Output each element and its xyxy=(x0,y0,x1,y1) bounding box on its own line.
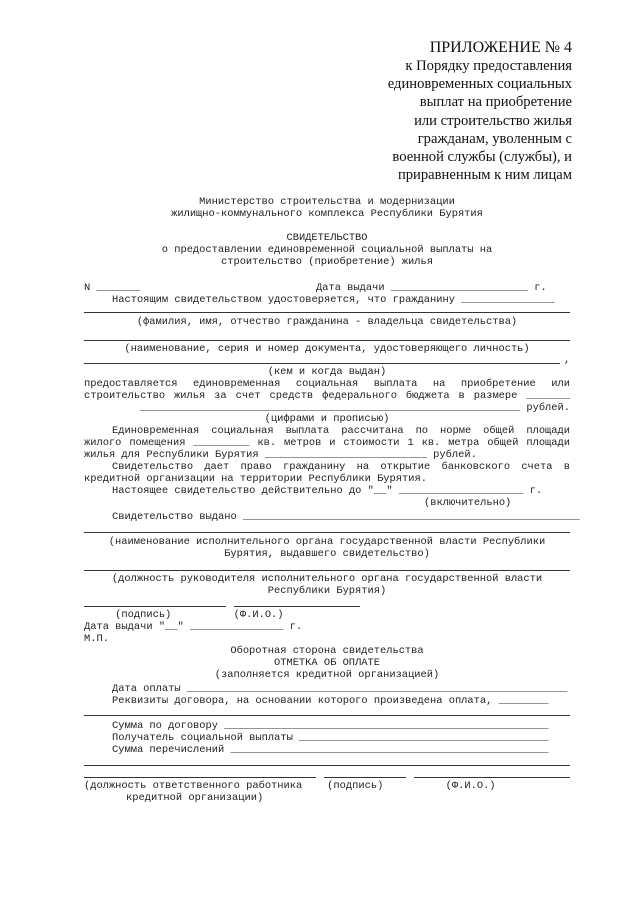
appendix-line: выплат на приобретение xyxy=(419,94,572,111)
appendix-line: к Порядку предоставления xyxy=(405,58,572,74)
calc-text: жилого помещения _________ кв. метров и стоимости 1 кв. метра общей площади xyxy=(84,437,570,449)
back-side-title: Оборотная сторона свидетельства xyxy=(230,645,424,657)
issued-by-rule xyxy=(84,363,560,364)
authority-hint: (наименование исполнительного органа государственной власти Республики xyxy=(108,536,546,548)
validity-text: Настоящее свидетельство действительно до "__" ____________________ г. xyxy=(112,485,543,497)
stamp-mark: М.П. xyxy=(84,633,109,645)
provided-text: предоставляется единовременная социальная выплата на приобретение или xyxy=(84,378,570,390)
ministry-line: жилищно-коммунального комплекса Республики Бурятия xyxy=(171,208,483,220)
provided-text: строительство жилья за счет средств федерального бюджета в размере _______ xyxy=(84,390,570,402)
position-rule xyxy=(84,777,316,778)
appendix-title: ПРИЛОЖЕНИЕ № 4 xyxy=(429,39,572,56)
document-hint: (наименование, серия и номер документа, удостоверяющего личность) xyxy=(124,343,530,355)
appendix-line: гражданам, уволенным с xyxy=(417,130,572,147)
issue-date: Дата выдачи ______________________ г. xyxy=(316,282,547,294)
right-text: кредитной организации на территории Республики Бурятия. xyxy=(84,473,427,485)
certify-text: Настоящим свидетельством удостоверяется, что гражданину _______________ xyxy=(112,294,555,306)
document-subtitle: строительство (приобретение) жилья xyxy=(220,256,433,268)
signature-rule xyxy=(84,606,226,607)
right-text: Свидетельство дает право гражданину на открытие банковского счета в xyxy=(112,461,570,473)
head-rule xyxy=(84,570,570,571)
calc-text: жилья для Республики Бурятия __________________________ рублей. xyxy=(84,449,477,461)
comma: , xyxy=(564,354,571,366)
recipient: Получатель социальной выплаты ________________________________________ xyxy=(112,732,549,744)
payment-hint: (заполняется кредитной организацией) xyxy=(214,669,440,681)
issued-text: Свидетельство выдано ______________________________________________________ xyxy=(112,511,580,523)
head-hint: (должность руководителя исполнительного органа государственной власти xyxy=(111,573,543,585)
contract-rule xyxy=(84,715,570,716)
document-subtitle: о предоставлении единовременной социальной выплаты на xyxy=(161,244,493,256)
amount-hint: (цифрами и прописью) xyxy=(264,413,390,425)
appendix-line: или строительство жилья xyxy=(414,112,572,129)
rubles-line: _____________________________________________________________ рублей. xyxy=(139,402,570,414)
payment-date: Дата оплаты _____________________________________________________________ xyxy=(112,683,568,695)
appendix-line: единовременных социальных xyxy=(387,76,572,93)
authority-hint: Бурятия, выдавшего свидетельство) xyxy=(224,548,430,560)
transfer-sum: Сумма перечислений ___________________________________________________ xyxy=(112,744,549,756)
issue-date-2: Дата выдачи "__" _______________ г. xyxy=(84,621,303,633)
issued-by-hint: (кем и когда выдан) xyxy=(267,366,387,378)
appendix-line: военной службы (службы), и xyxy=(392,149,572,166)
name-rule xyxy=(234,606,360,607)
footer-hint: (должность ответственного работника (подпись) (Ф.И.О.) xyxy=(84,780,496,792)
transfer-rule xyxy=(84,765,570,766)
document-rule xyxy=(84,340,570,341)
appendix-header xyxy=(312,38,572,184)
footer-hint: кредитной организации) xyxy=(126,792,264,804)
head-hint: Республики Бурятия) xyxy=(267,585,387,597)
sign-rule xyxy=(324,777,406,778)
certificate-number: N _______ xyxy=(84,282,141,294)
inclusive-hint: (включительно) xyxy=(424,497,512,509)
fio-rule xyxy=(84,312,570,313)
calc-text: Единовременная социальная выплата рассчитана по норме общей площади xyxy=(112,425,570,437)
payment-title: ОТМЕТКА ОБ ОПЛАТЕ xyxy=(273,657,380,669)
appendix-line: приравненным к ним лицам xyxy=(397,167,572,184)
ministry-line: Министерство строительства и модернизации xyxy=(199,196,455,208)
document-title: СВИДЕТЕЛЬСТВО xyxy=(286,232,368,244)
contract-sum: Сумма по договору ____________________________________________________ xyxy=(112,720,549,732)
issued-rule xyxy=(84,532,570,533)
signature-hints: (подпись) (Ф.И.О.) xyxy=(84,609,284,621)
fio-rule-2 xyxy=(414,777,570,778)
fio-hint: (фамилия, имя, отчество гражданина - владельца свидетельства) xyxy=(136,316,518,328)
contract-details: Реквизиты договора, на основании которого произведена оплата, ________ xyxy=(112,695,549,707)
